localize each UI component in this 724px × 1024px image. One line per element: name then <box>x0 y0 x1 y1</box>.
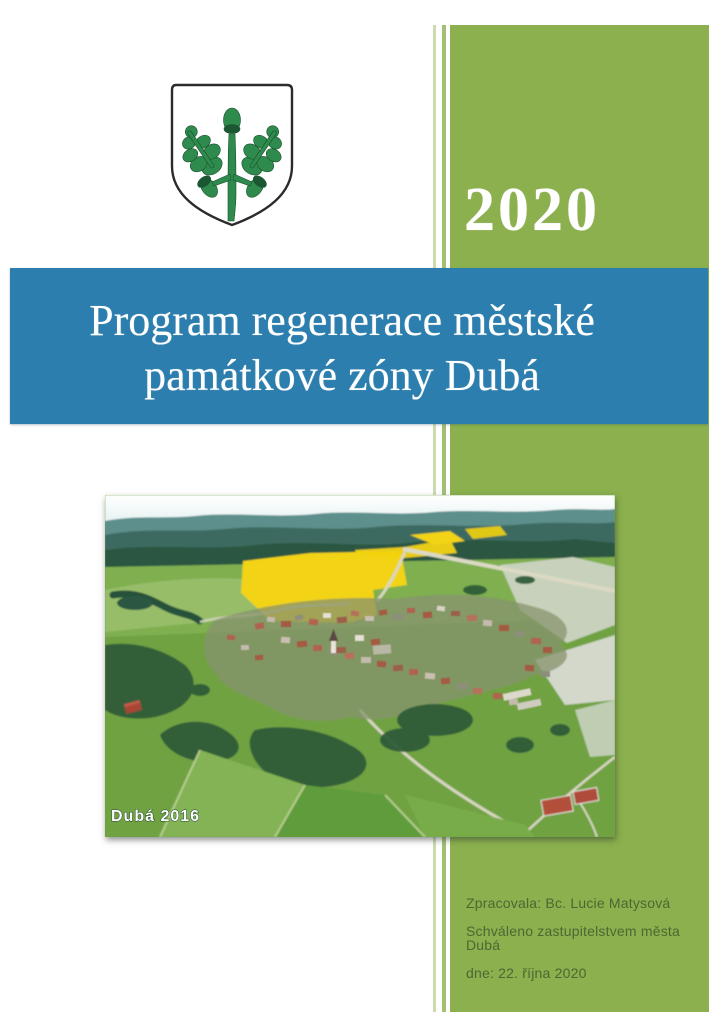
credits-date: dne: 22. října 2020 <box>466 965 587 981</box>
credits-approved-by: Schváleno zastupitelstvem města Dubá <box>466 923 680 953</box>
title-line-2: památkové zóny Dubá <box>144 351 540 400</box>
credits-block <box>466 896 696 994</box>
duba-coat-of-arms-icon <box>168 82 296 235</box>
aerial-photo-duba <box>105 495 615 837</box>
photo-terrain <box>105 495 615 837</box>
title-line-1: Program regenerace městské <box>89 296 595 345</box>
year-label: 2020 <box>464 176 600 244</box>
title-banner <box>10 268 708 424</box>
photo-caption: Dubá 2016 <box>111 808 201 825</box>
credits-prepared-by: Zpracovala: Bc. Lucie Matysová <box>466 895 671 911</box>
document-title <box>10 268 708 403</box>
